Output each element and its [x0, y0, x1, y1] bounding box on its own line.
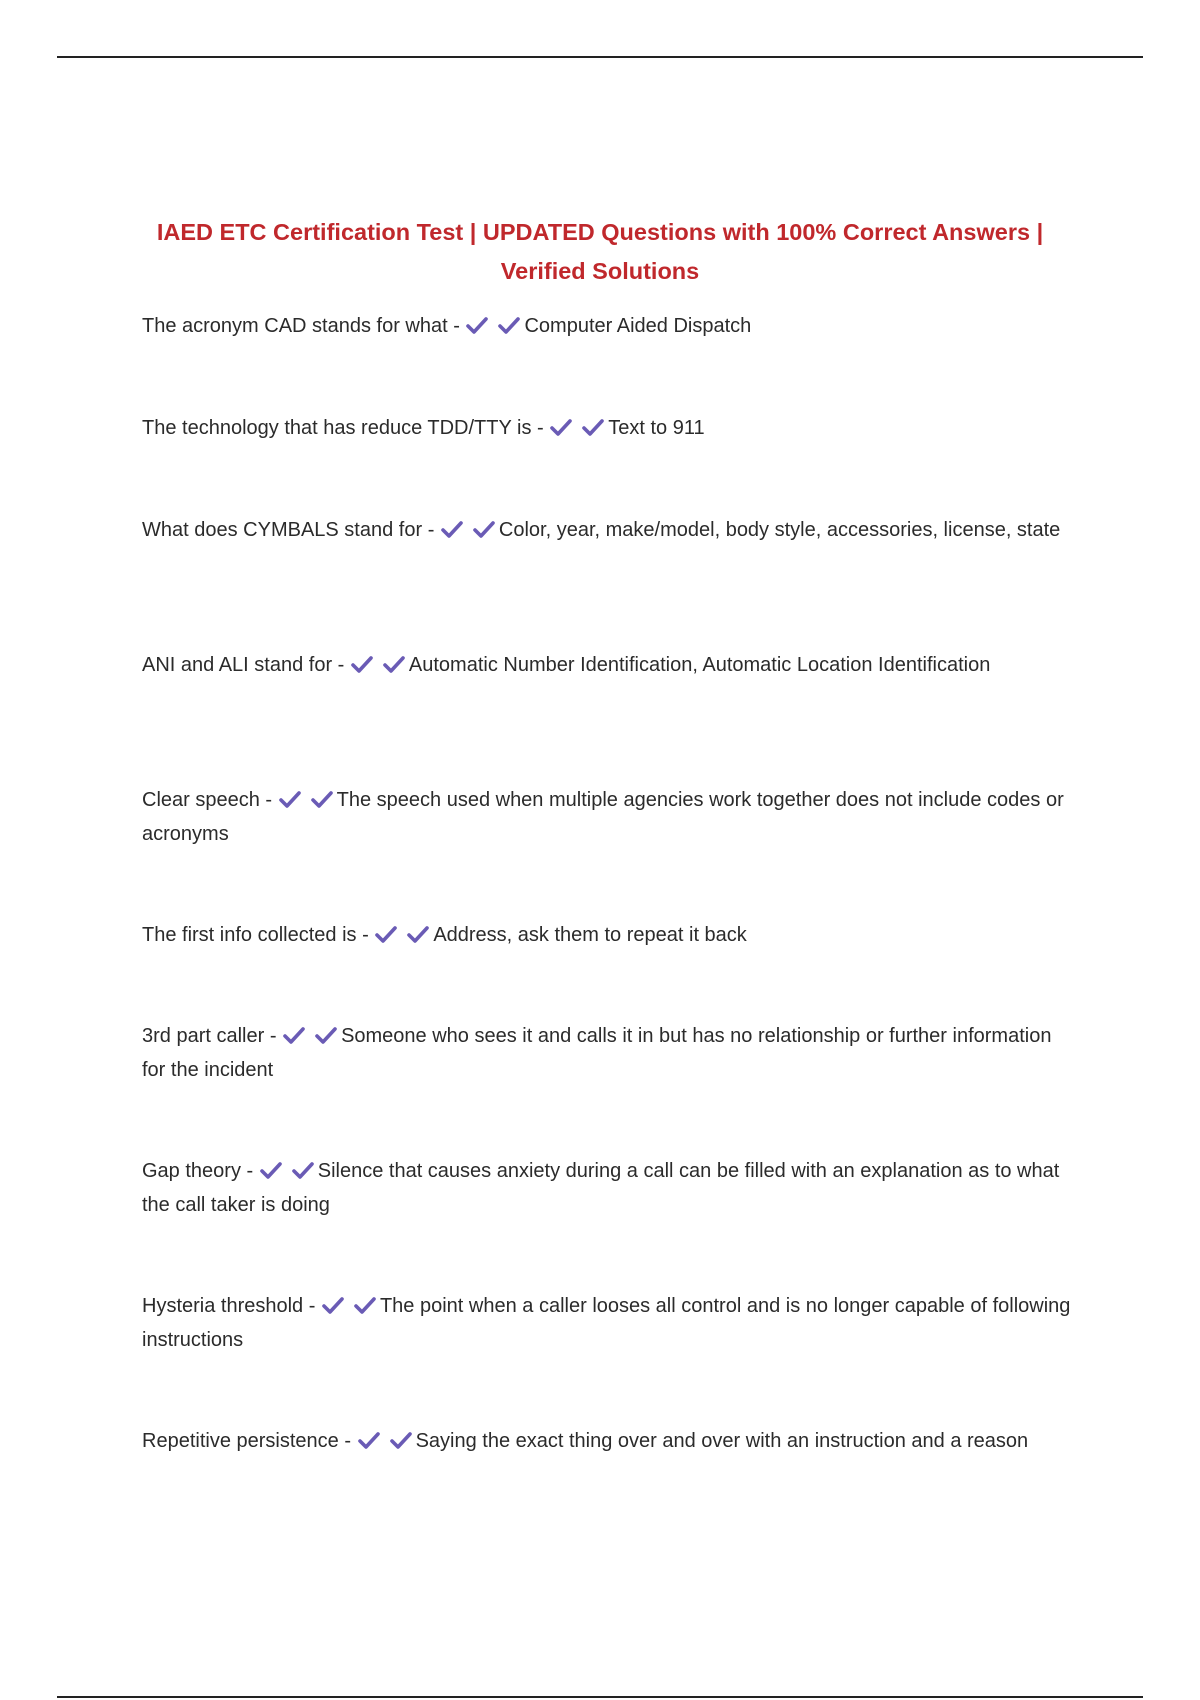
- check-icon: [259, 1160, 283, 1180]
- qa-item: [142, 1289, 1072, 1357]
- qa-item: [142, 1019, 1072, 1087]
- check-icon: [321, 1295, 345, 1315]
- check-icon: [389, 1430, 413, 1450]
- answer-text: Address, ask them to repeat it back: [433, 924, 747, 946]
- check-icon: [291, 1160, 315, 1180]
- separator: -: [338, 1430, 357, 1452]
- check-icon: [497, 315, 521, 335]
- separator: -: [303, 1295, 321, 1317]
- separator: -: [259, 789, 278, 811]
- qa-item: [142, 648, 1072, 682]
- check-icon: [440, 519, 464, 539]
- check-icon: [314, 1025, 338, 1045]
- question-text: ANI and ALI stand for: [142, 654, 333, 676]
- qa-item: [142, 309, 1072, 343]
- question-text: Hysteria threshold: [142, 1295, 304, 1317]
- check-icon: [353, 1295, 377, 1315]
- question-text: The technology that has reduce TDD/TTY is: [142, 417, 532, 439]
- answer-text: The speech used when multiple agencies work together does not include codes or acronyms: [142, 789, 1064, 845]
- check-icon: [581, 417, 605, 437]
- document-title: [130, 213, 1070, 291]
- qa-item: [142, 411, 1072, 445]
- answer-text: Silence that causes anxiety during a call can be filled with an explanation as to what the call taker is doing: [142, 1160, 1060, 1216]
- footer-rule: [57, 1696, 1143, 1698]
- title-line-1: IAED ETC Certification Test | UPDATED Questions with 100% Correct Answers |: [156, 219, 1044, 245]
- check-icon: [549, 417, 573, 437]
- qa-item: [142, 783, 1072, 851]
- check-icon: [382, 654, 406, 674]
- check-icon: [406, 924, 430, 944]
- answer-text: Text to 911: [608, 417, 705, 439]
- question-text: The acronym CAD stands for what: [142, 315, 448, 337]
- question-text: 3rd part caller: [142, 1025, 265, 1047]
- separator: -: [332, 654, 350, 676]
- check-icon: [350, 654, 374, 674]
- qa-item: [142, 918, 1072, 952]
- check-icon: [374, 924, 398, 944]
- question-text: Gap theory: [142, 1160, 241, 1182]
- answer-text: Computer Aided Dispatch: [524, 315, 752, 337]
- answer-text: Someone who sees it and calls it in but has no relationship or further information for the incident: [142, 1025, 1052, 1081]
- header-rule: [57, 56, 1143, 58]
- answer-text: The point when a caller looses all control and is no longer capable of following instructions: [142, 1295, 1071, 1351]
- question-text: Clear speech: [142, 789, 260, 811]
- separator: -: [422, 519, 440, 541]
- check-icon: [310, 789, 334, 809]
- question-text: What does CYMBALS stand for: [142, 519, 423, 541]
- separator: -: [240, 1160, 259, 1182]
- separator: -: [264, 1025, 283, 1047]
- answer-text: Saying the exact thing over and over with an instruction and a reason: [415, 1430, 1029, 1452]
- question-text: Repetitive persistence: [142, 1430, 339, 1452]
- check-icon: [278, 789, 302, 809]
- title-line-2: Verified Solutions: [500, 258, 700, 284]
- check-icon: [282, 1025, 306, 1045]
- qa-item: [142, 1154, 1072, 1222]
- check-icon: [465, 315, 489, 335]
- separator: -: [447, 315, 466, 337]
- qa-item: [142, 513, 1072, 547]
- separator: -: [356, 924, 375, 946]
- qa-item: [142, 1424, 1072, 1458]
- separator: -: [531, 417, 550, 439]
- check-icon: [357, 1430, 381, 1450]
- question-text: The first info collected is: [142, 924, 357, 946]
- check-icon: [472, 519, 496, 539]
- answer-text: Color, year, make/model, body style, accessories, license, state: [498, 519, 1061, 541]
- answer-text: Automatic Number Identification, Automatic Location Identification: [408, 654, 991, 676]
